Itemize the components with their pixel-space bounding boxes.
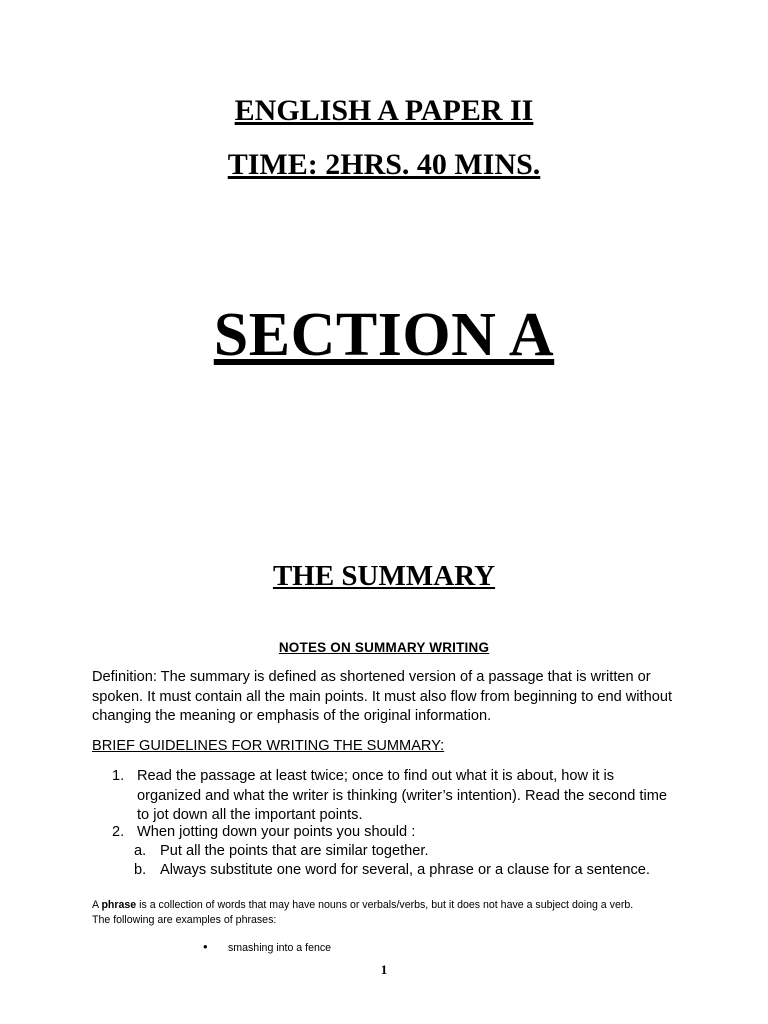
definition-paragraph: Definition: The summary is defined as shortened version of a passage that is written or spoken. It must contain all the main points. It must also flow from beginning to end without changing the meaning or emphasis of the original information. [92,669,673,724]
guidelines-heading: BRIEF GUIDELINES FOR WRITING THE SUMMARY: [92,738,445,754]
sub-list-label: b. [134,862,147,878]
page-number: 1 [380,962,388,977]
notes-heading: NOTES ON SUMMARY WRITING [278,640,490,655]
list-item-text: Read the passage at least twice; once to find out what it is about, how it is organized and what the writer is thinking (writer’s intention). Read the second time to jot down all the important points. [137,768,667,823]
paper-title: ENGLISH A PAPER II [234,94,534,127]
sub-list-label: a. [134,843,147,859]
sub-list-item-text: Put all the points that are similar together. [160,843,429,859]
list-number: 2. [112,824,125,840]
bullet-text: smashing into a fence [228,942,332,954]
section-title: SECTION A [213,301,555,369]
phrase-paragraph [92,898,652,928]
sub-list-item-text: Always substitute one word for several, a phrase or a clause for a sentence. [160,862,650,878]
phrase-prefix: A [92,899,102,911]
summary-title: THE SUMMARY [272,560,496,592]
phrase-term: phrase [101,899,137,911]
phrase-description: is a collection of words that may have nouns or verbals/verbs, but it does not have a subject doing a verb. The following are examples of phrases: [92,899,634,926]
list-item-text: When jotting down your points you should : [137,824,416,840]
list-number: 1. [112,768,125,784]
time-allowed: TIME: 2HRS. 40 MINS. [227,148,541,181]
bullet-icon: • [203,939,208,954]
